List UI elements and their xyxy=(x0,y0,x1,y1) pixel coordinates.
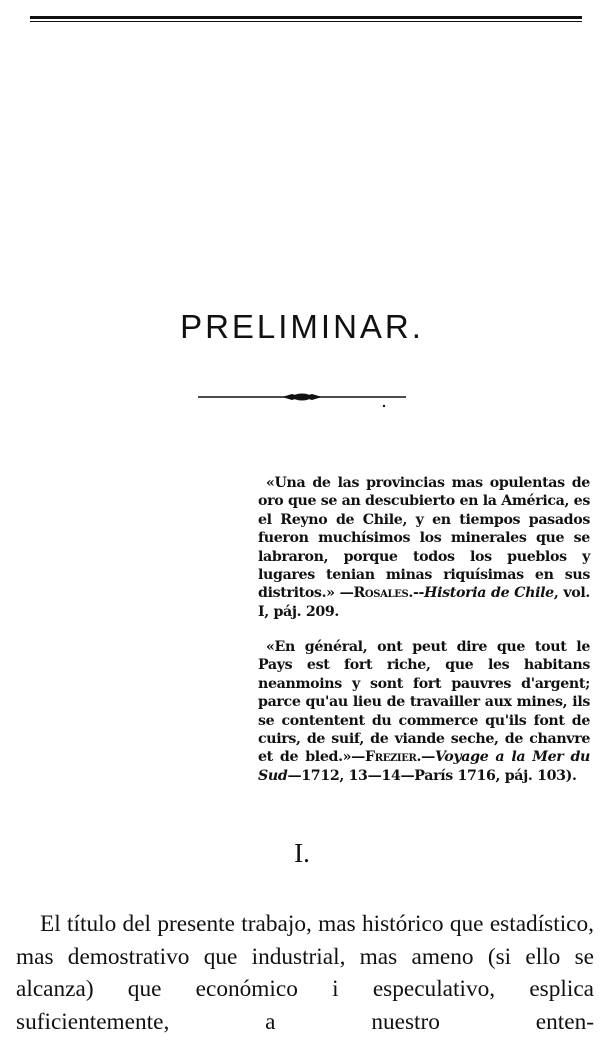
quote-reference: , vol. I, páj. 209. xyxy=(258,585,590,620)
quote-work-title: Voyage a la Mer du Sud xyxy=(258,749,590,784)
ornament-divider xyxy=(198,386,406,408)
section-number: I. xyxy=(294,838,310,868)
top-rule-thin-line xyxy=(30,21,582,22)
body-paragraph: El título del presente trabajo, mas histórico que estadístico, mas demostrativo que industrial, mas ameno (si ello se alcanza) que económico i especulativo, esplica suficientemente, a nuestro enten- xyxy=(16,911,594,1035)
quote-author: Rosales xyxy=(353,585,409,602)
quote-text: «En général, ont peut dire que tout le Pays est fort riche, que les habitans neanmoins y sont fort pauvres d'argent; parce qu'au lieu de travailler aux mines, ils se contentent du commerce qu'ils font de cuirs, de suif, de viande seche, de chanvre et de bled.»— xyxy=(258,639,590,766)
top-rule-thick-line xyxy=(30,16,582,19)
quote-reference: —1712, 13—14—París 1716, páj. 103). xyxy=(287,767,577,784)
epigraph-quote-rosales xyxy=(258,474,590,621)
quote-separator: .— xyxy=(416,749,435,766)
top-rule xyxy=(30,16,582,22)
quote-text: «Una de las provincias mas opulentas de oro que se an descubierto en la América, es el Reyno de Chile, y en tiempos pasados fueron muchísimos los minerales que se labraron, porque todos los pueblos y lugares tenian minas riquísimas en sus distritos.» — xyxy=(258,475,590,602)
epigraph-quote-frezier xyxy=(258,638,590,785)
quote-separator: .-- xyxy=(408,585,425,602)
quote-author: Frezier xyxy=(365,749,417,766)
quote-work-title: Historia de Chile xyxy=(424,585,554,602)
chapter-heading: PRELIMINAR. xyxy=(180,308,424,345)
body-text xyxy=(16,908,594,1038)
